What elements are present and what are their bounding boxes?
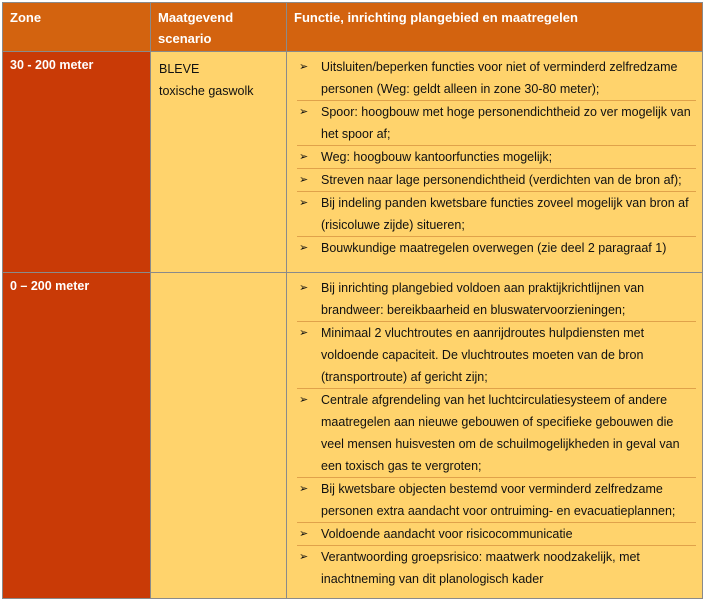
arrow-right-icon: ➢ xyxy=(299,483,309,495)
list-item: ➢ Bouwkundige maatregelen overwegen (zie deel 2 paragraaf 1) xyxy=(297,237,696,259)
header-scenario: Maatgevend scenario xyxy=(151,3,287,52)
list-item: ➢ Bij kwetsbare objecten bestemd voor verminderd zelfredzame personen extra aandacht voor ontruiming- en evacuatieplannen; xyxy=(297,478,696,523)
header-measures: Functie, inrichting plangebied en maatregelen xyxy=(287,3,703,52)
measures-list xyxy=(297,277,696,590)
list-item: ➢ Streven naar lage personendichtheid (verdichten van de bron af); xyxy=(297,169,696,192)
scenario-line: BLEVE xyxy=(159,62,200,76)
measures-list xyxy=(297,56,696,259)
zone-cell: 0 – 200 meter xyxy=(3,273,151,599)
arrow-right-icon: ➢ xyxy=(299,174,309,186)
list-item: ➢ Spoor: hoogbouw met hoge personendichtheid zo ver mogelijk van het spoor af; xyxy=(297,101,696,146)
arrow-right-icon: ➢ xyxy=(299,151,309,163)
arrow-right-icon: ➢ xyxy=(299,282,309,294)
list-item: ➢ Centrale afgrendeling van het luchtcirculatiesysteem of andere maatregelen aan nieuwe gebouwen of specifieke gebouwen die veel mensen huisvesten om de schuilmogelijkheden in geval van een toxisch gas te vergroten; xyxy=(297,389,696,478)
zone-measures-table xyxy=(2,2,703,599)
arrow-right-icon: ➢ xyxy=(299,106,309,118)
list-item: ➢ Weg: hoogbouw kantoorfuncties mogelijk; xyxy=(297,146,696,169)
list-item: ➢ Uitsluiten/beperken functies voor niet of verminderd zelfredzame personen (Weg: geldt alleen in zone 30-80 meter); xyxy=(297,56,696,101)
list-item: ➢ Verantwoording groepsrisico: maatwerk noodzakelijk, met inachtneming van dit planologisch kader xyxy=(297,546,696,590)
scenario-cell xyxy=(151,273,287,599)
table-row xyxy=(3,273,703,599)
measures-cell xyxy=(287,52,703,273)
arrow-right-icon: ➢ xyxy=(299,61,309,73)
arrow-right-icon: ➢ xyxy=(299,327,309,339)
arrow-right-icon: ➢ xyxy=(299,528,309,540)
measures-cell xyxy=(287,273,703,599)
arrow-right-icon: ➢ xyxy=(299,394,309,406)
list-item: ➢ Voldoende aandacht voor risicocommunicatie xyxy=(297,523,696,546)
header-zone: Zone xyxy=(3,3,151,52)
scenario-line: toxische gaswolk xyxy=(159,84,254,98)
list-item: ➢ Minimaal 2 vluchtroutes en aanrijdroutes hulpdiensten met voldoende capaciteit. De vluchtroutes moeten van de bron (transportroute) af gericht zijn; xyxy=(297,322,696,389)
arrow-right-icon: ➢ xyxy=(299,197,309,209)
header-row xyxy=(3,3,703,52)
list-item: ➢ Bij inrichting plangebied voldoen aan praktijkrichtlijnen van brandweer: bereikbaarheid en bluswatervoorzieningen; xyxy=(297,277,696,322)
list-item: ➢ Bij indeling panden kwetsbare functies zoveel mogelijk van bron af (risicoluwe zijde) situeren; xyxy=(297,192,696,237)
scenario-cell xyxy=(151,52,287,273)
arrow-right-icon: ➢ xyxy=(299,551,309,563)
arrow-right-icon: ➢ xyxy=(299,242,309,254)
table-row xyxy=(3,52,703,273)
zone-cell: 30 - 200 meter xyxy=(3,52,151,273)
